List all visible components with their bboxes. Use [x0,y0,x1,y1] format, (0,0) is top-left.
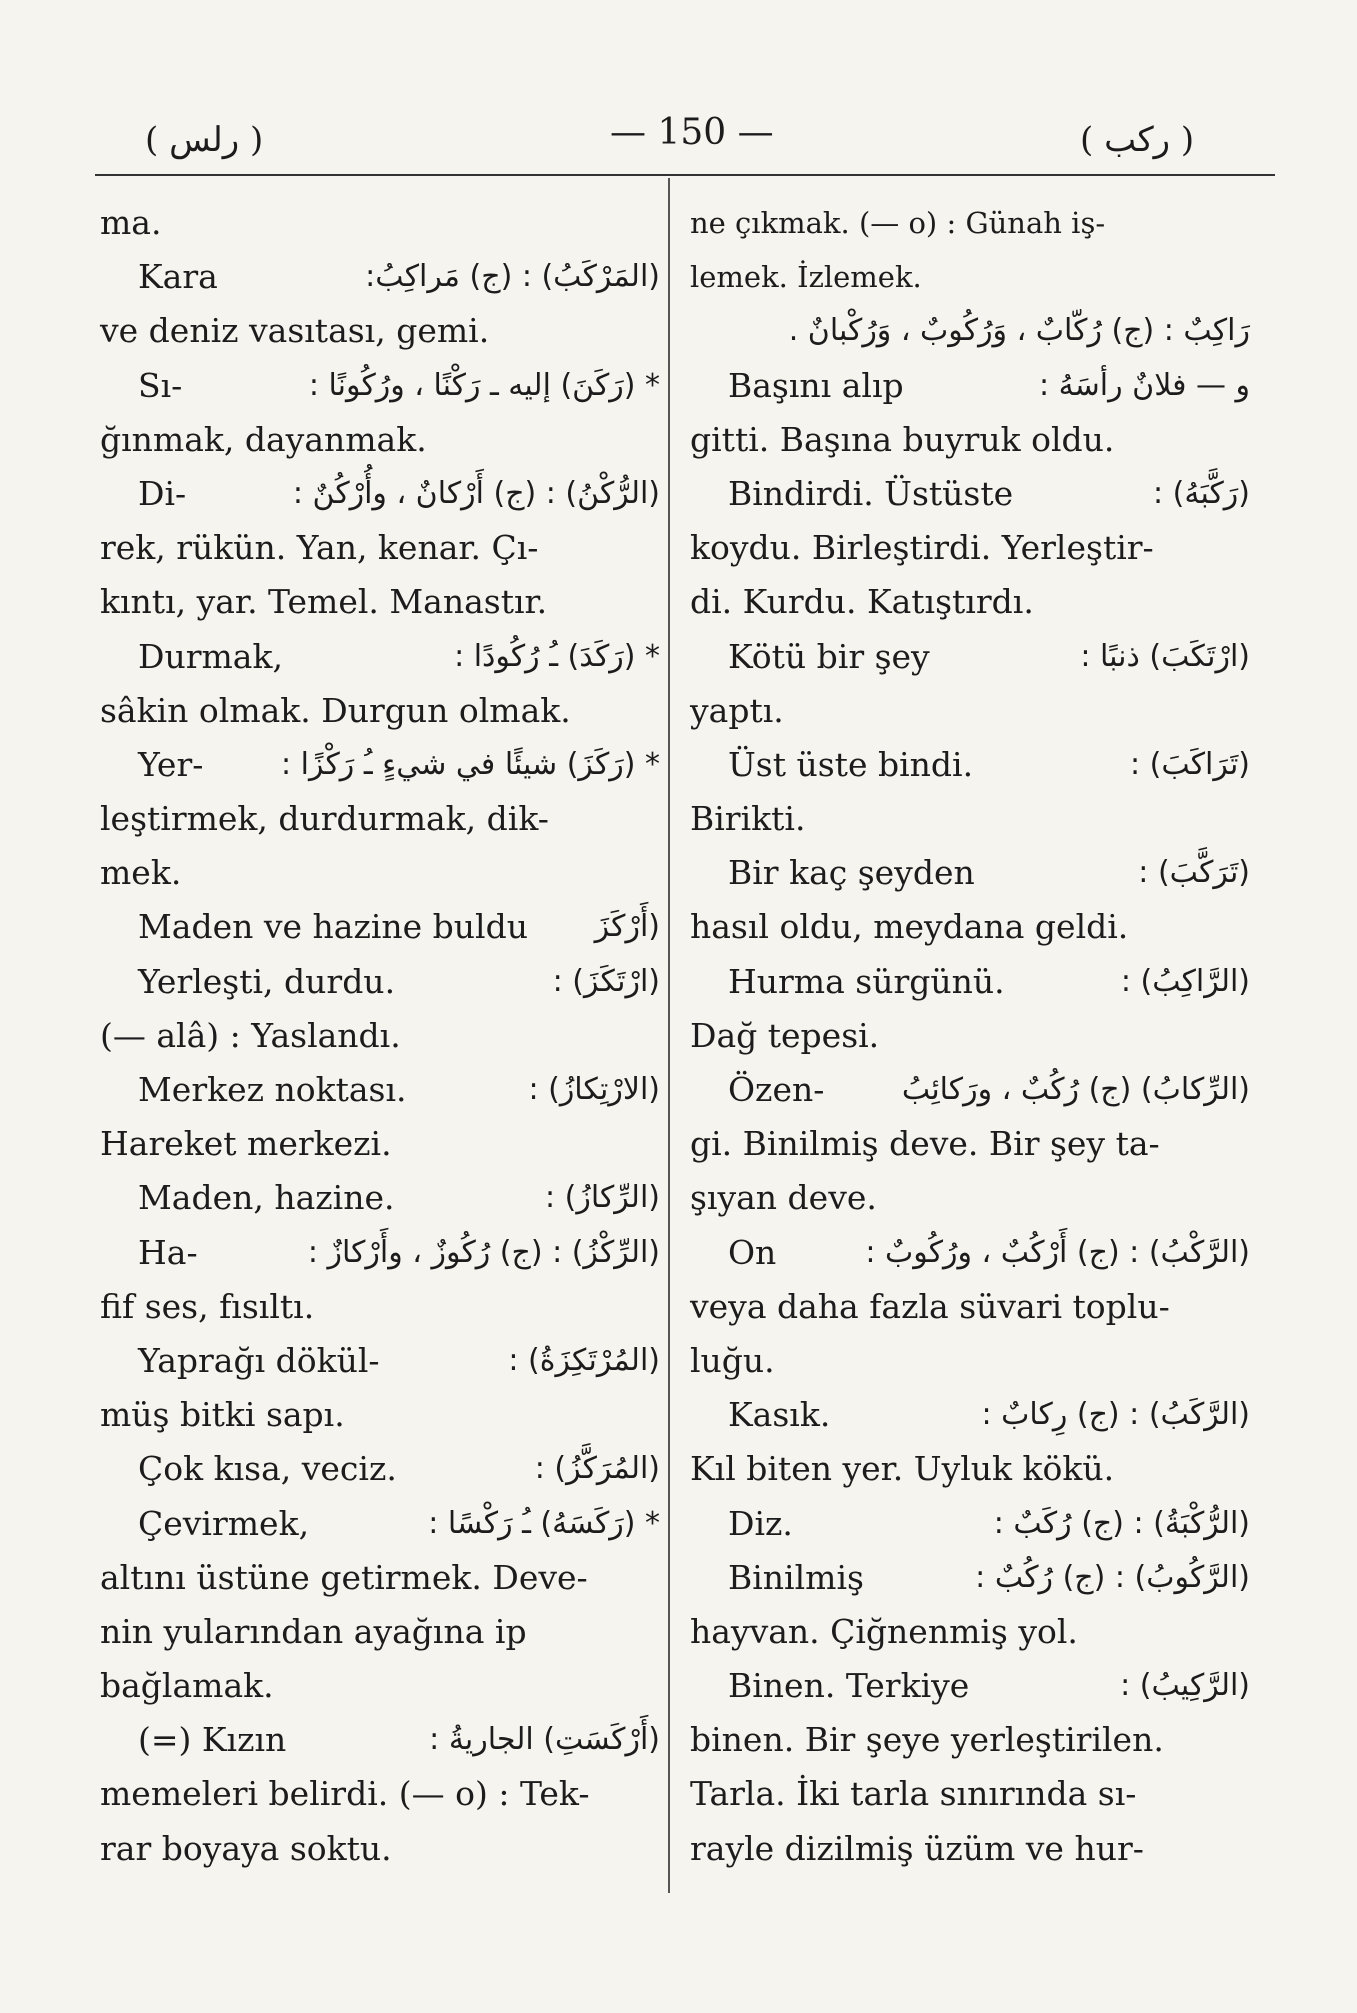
text-line [690,467,1250,521]
text-line [100,846,660,900]
arabic-headword: (الرَّكُوبُ) : (ج) رُكُبٌ : [975,1559,1250,1595]
text-line [100,1009,660,1063]
entry-text: gitti. Başına buyruk oldu. [690,419,1115,459]
entry-text: altını üstüne getirmek. Deve- [100,1557,588,1597]
text-line [100,1117,660,1171]
entry-text: Tarla. İki tarla sınırında sı- [690,1774,1137,1814]
arabic-headword: (الرِّكْزُ) : (ج) رُكُوزٌ ، وأَرْكازٌ : [307,1234,660,1270]
entry-text: Binen. Terkiye [728,1666,970,1706]
arabic-headword: (تَرَاكَبَ) : [1129,746,1250,782]
entry-text: Dağ tepesi. [690,1015,880,1055]
entry-text: yaptı. [690,690,784,730]
left-column [100,196,660,1876]
text-line [100,521,660,575]
arabic-headword: (الرَّكِيبُ) : [1120,1668,1250,1704]
entry-text: Maden, hazine. [138,1178,395,1218]
column-divider [668,178,670,1893]
text-line [690,738,1250,792]
entry-text: bağlamak. [100,1666,274,1706]
arabic-headword: (ارْتَكَبَ) ذنبًا : [1080,638,1250,674]
text-line [100,1442,660,1496]
text-line [690,1226,1250,1280]
text-line [690,1551,1250,1605]
text-line [690,792,1250,846]
entry-text: hayvan. Çiğnenmiş yol. [690,1611,1078,1651]
entry-text: Binilmiş [728,1557,864,1597]
text-line [690,1713,1250,1767]
arabic-headword: * (رَكَزَ) شيئًا في شيءٍ ـُ رَكْزًا : [280,746,660,782]
text-line [100,684,660,738]
arabic-headword: (أَرْكَسَتِ) الجاريةُ : [429,1722,660,1758]
page-header [0,112,1357,182]
entry-text: Sı- [138,365,183,405]
text-line [100,250,660,304]
entry-text: Başını alıp [728,365,904,405]
text-line [690,1009,1250,1063]
entry-text: Yer- [138,744,204,784]
entry-text: Üst üste bindi. [728,744,974,784]
entry-text: müş bitki sapı. [100,1395,345,1435]
text-line [690,1767,1250,1821]
arabic-headword: (ارْتَكَزَ) : [552,963,660,999]
entry-text: Durmak, [138,636,283,676]
text-line [100,1497,660,1551]
text-line [690,684,1250,738]
text-line [100,467,660,521]
text-line [690,1334,1250,1388]
text-line [690,630,1250,684]
entry-text: (=) Kızın [138,1720,287,1760]
entry-text: veya daha fazla süvari toplu- [690,1286,1170,1326]
entry-text: Kasık. [728,1395,831,1435]
entry-text: Kıl biten yer. Uyluk kökü. [690,1449,1115,1489]
entry-text: Bindirdi. Üstüste [728,473,1014,513]
entry-text: hasıl oldu, meydana geldi. [690,907,1129,947]
right-column [690,196,1250,1876]
arabic-headword: (رَكَّبَهُ) : [1153,475,1250,511]
arabic-headword: (الرَّكَبُ) : (ج) رِكابٌ : [981,1397,1250,1433]
text-line [100,1280,660,1334]
text-line [690,1659,1250,1713]
arabic-headword: * (رَكَسَهُ) ـُ رَكْسًا : [428,1505,660,1541]
entry-text: ve deniz vasıtası, gemi. [100,311,490,351]
text-line [100,304,660,358]
entry-text: rek, rükün. Yan, kenar. Çı- [100,528,539,568]
entry-text: ğınmak, dayanmak. [100,419,427,459]
text-line [100,575,660,629]
arabic-headword: (الرِّكازُ) : [545,1180,660,1216]
text-line [690,1171,1250,1225]
text-line [100,359,660,413]
arabic-headword: * (رَكَدَ) ـُ رُكُودًا : [454,638,660,674]
text-line [100,1822,660,1876]
arabic-headword: (المُرَكَّزُ) : [534,1451,660,1487]
entry-text: Diz. [728,1503,793,1543]
entry-text: Özen- [728,1070,825,1109]
text-line [690,1605,1250,1659]
entry-text: Birikti. [690,799,806,839]
text-line [690,1388,1250,1442]
text-line [690,900,1250,954]
text-line [100,1388,660,1442]
entry-text: fif ses, fısıltı. [100,1286,315,1326]
text-line [100,1063,660,1117]
arabic-headword: (المَرْكَبُ) : (ج) مَراكِبُ: [365,259,660,295]
entry-text: Bir kaç şeyden [728,853,975,893]
entry-text: ne çıkmak. (— o) : Günah iş- [690,206,1106,240]
header-right-entry: ( ركب ) [1080,120,1195,160]
page-number: — 150 — [610,112,774,153]
entry-text: Ha- [138,1232,198,1272]
text-line [100,900,660,954]
entry-text: Çevirmek, [138,1503,310,1543]
header-left-entry: ( رلس ) [145,120,264,160]
arabic-headword: (الرُّكْبَةُ) : (ج) رُكَبٌ : [993,1505,1250,1541]
text-line [100,792,660,846]
text-line [100,413,660,467]
entry-text: leştirmek, durdurmak, dik- [100,799,549,839]
entry-text: rar boyaya soktu. [100,1828,392,1868]
entry-text: sâkin olmak. Durgun olmak. [100,690,571,730]
entry-text: Yaprağı dökül- [138,1340,380,1380]
text-line [100,196,660,250]
entry-text: Kara [138,257,218,297]
entry-text: Çok kısa, veciz. [138,1449,397,1489]
entry-text: Yerleşti, durdu. [138,961,396,1001]
text-line [100,1713,660,1767]
entry-text: Di- [138,473,187,513]
text-line [690,196,1250,250]
arabic-headword: (الرُّكْنُ) : (ج) أَرْكانٌ ، وأُرْكُنٌ : [292,475,660,511]
entry-text: Merkez noktası. [138,1070,407,1109]
text-line [100,1171,660,1225]
text-line [100,738,660,792]
text-line [100,1767,660,1821]
entry-text: (— alâ) : Yaslandı. [100,1015,401,1055]
text-line [100,1659,660,1713]
entry-text: mek. [100,853,182,893]
arabic-headword: (الرَّاكِبُ) : [1120,963,1250,999]
text-line [100,1605,660,1659]
entry-text: Hurma sürgünü. [728,961,1005,1001]
text-line [100,630,660,684]
text-line [690,250,1250,304]
arabic-headword: رَاكِبٌ : (ج) رُكّابٌ ، وَرُكُوبٌ ، وَرُكْبانٌ . [788,313,1250,349]
text-line [690,1822,1250,1876]
arabic-headword: (أَرْكَزَ [594,909,660,945]
header-rule [95,174,1275,176]
text-line [100,1334,660,1388]
entry-text: di. Kurdu. Katıştırdı. [690,582,1034,622]
entry-text: koydu. Birleştirdi. Yerleştir- [690,528,1154,568]
text-line [690,1063,1250,1117]
text-line [100,1226,660,1280]
entry-text: On [728,1232,777,1272]
arabic-headword: * (رَكَنَ) إليه ـ رَكْنًا ، ورُكُونًا : [308,367,660,403]
text-line [690,955,1250,1009]
text-line [690,1117,1250,1171]
arabic-headword: و — فلانٌ رأسَهُ : [1038,367,1250,403]
text-line [690,304,1250,358]
entry-text: rayle dizilmiş üzüm ve hur- [690,1828,1144,1868]
text-line [690,1442,1250,1496]
entry-text: luğu. [690,1340,775,1380]
text-line [690,1497,1250,1551]
entry-text: memeleri belirdi. (— o) : Tek- [100,1774,590,1814]
text-line [690,846,1250,900]
arabic-headword: (المُرْتَكِزَةُ) : [508,1342,660,1378]
arabic-headword: (الرَّكْبُ) : (ج) أَرْكُبٌ ، ورُكُوبٌ : [865,1234,1250,1270]
entry-text: lemek. İzlemek. [690,260,922,295]
text-line [690,575,1250,629]
entry-text: Kötü bir şey [728,636,930,676]
entry-text: gi. Binilmiş deve. Bir şey ta- [690,1124,1160,1164]
entry-text: Hareket merkezi. [100,1124,392,1164]
entry-text: nin yularından ayağına ip [100,1611,527,1651]
text-line [100,955,660,1009]
text-line [100,1551,660,1605]
entry-text: Maden ve hazine buldu [138,907,528,947]
entry-text: ma. [100,203,162,242]
arabic-headword: (تَرَكَّبَ) : [1138,855,1250,891]
text-line [690,521,1250,575]
text-line [690,1280,1250,1334]
text-line [690,359,1250,413]
entry-text: kıntı, yar. Temel. Manastır. [100,582,548,622]
arabic-headword: (الارْتِكازُ) : [528,1072,660,1107]
entry-text: şıyan deve. [690,1178,877,1218]
text-line [690,413,1250,467]
arabic-headword: (الرِّكابُ) (ج) رُكُبٌ ، ورَكائِبُ [901,1072,1250,1107]
entry-text: binen. Bir şeye yerleştirilen. [690,1720,1164,1760]
